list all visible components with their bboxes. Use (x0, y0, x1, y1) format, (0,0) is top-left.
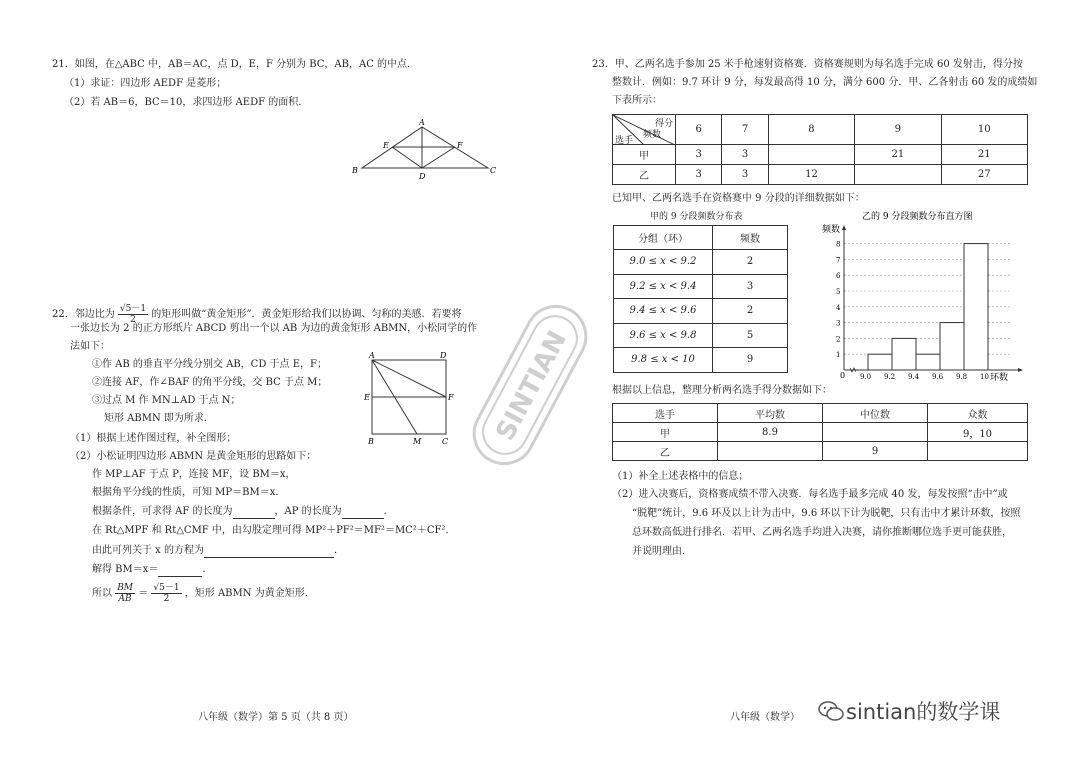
table-row: 9.4 ≤ x < 9.6 2 (614, 299, 788, 324)
q22-step3: ③过点 M 作 MN⊥AD 于点 N； (92, 395, 241, 406)
q23-part2-line1: （2）进入决赛后，资格赛成绩不带入决赛．每名选手最多完成 40 发，每发按照“击中”或 (612, 489, 1008, 500)
histogram-bar (964, 244, 988, 370)
sintian-watermark (425, 285, 635, 485)
label-M: M (413, 437, 422, 446)
table-header: 9 (855, 115, 941, 145)
q23-part2-line4: 并说明理由． (632, 546, 692, 557)
label-B: B (352, 166, 358, 175)
table-row: 甲 8.9 9，10 (613, 423, 1028, 442)
q23-part2-line2: “脱靶”统计，9.6 环及以上计为击中，9.6 环以下计为脱靶，只有击中才累计环数，按照 (632, 508, 1021, 519)
q21-part1: （1）求证：四边形 AEDF 是菱形； (64, 78, 227, 89)
q22-proof-line3: 根据条件，可求得 AF 的长度为 ，AP 的长度为 ． (92, 506, 394, 517)
answer-cell[interactable] (768, 145, 854, 165)
answer-cell[interactable] (855, 165, 941, 185)
origin-label: 0 (840, 371, 846, 380)
answer-cell[interactable] (823, 423, 928, 442)
label-E: E (364, 393, 370, 402)
table-row: 9.0 ≤ x < 9.2 2 (614, 250, 788, 275)
table2-title: 甲的 9 分段频数分布表 (650, 212, 743, 222)
q21-stem: 21．如图，在△ABC 中，AB＝AC，点 D，E，F 分别为 BC，AB，AC 的中点． (52, 59, 418, 70)
footer-page-number: 八年级（数学）第 5 页（共 8 页） (198, 712, 354, 723)
table-header: 8 (768, 115, 854, 145)
q22-proof-line2: 根据角平分线的性质，可知 MP＝BM＝x． (92, 487, 286, 498)
label-E: E (383, 141, 389, 150)
table-row: 甲 3 3 21 21 (613, 145, 1028, 165)
x-tick-label: 9.0 (860, 373, 872, 381)
answer-cell[interactable] (718, 442, 823, 461)
table-row: 9.6 ≤ x < 9.8 5 (614, 323, 788, 348)
label-F: F (457, 141, 463, 150)
q22-proof-line4: 在 Rt△MPF 和 Rt△CMF 中，由勾股定理可得 MP²＋PF²＝MF²＝MC²＋CF²． (92, 525, 456, 536)
wechat-tag: sintian的数学课 (818, 696, 1000, 726)
q23-intro3: 根据以上信息，整理分析两名选手得分数据如下： (612, 385, 832, 396)
score-frequency-table (612, 114, 1028, 185)
q22-step1: ①作 AB 的垂直平分线分别交 AB，CD 于点 E，F； (92, 359, 327, 370)
y-tick-label: 8 (836, 240, 841, 249)
table-header: 7 (722, 115, 768, 145)
q22-proof-line6: 解得 BM＝x＝ ． (92, 564, 213, 575)
label-F: F (448, 393, 454, 402)
answer-blank-AP[interactable] (342, 518, 384, 519)
footer-page-number-right: 八年级（数学） (730, 712, 800, 723)
x-tick-label: 10 (980, 373, 989, 381)
x-axis-arrow (1018, 368, 1023, 372)
y-axis-arrow (842, 225, 846, 230)
answer-blank-equation[interactable] (204, 557, 334, 558)
q22-proof-line5: 由此可列关于 x 的方程为 ． (92, 545, 344, 556)
label-B: B (368, 437, 374, 446)
q22-proof-line7: 所以 $\frac{BM}{AB}$ ＝ $\frac{√5-1}{2}$ ，矩形 ABMN 为黄金矩形． (92, 583, 315, 604)
table-header: 6 (676, 115, 722, 145)
y-tick-label: 1 (836, 351, 841, 360)
q22-part1: （1）根据上述作图过程，补全图形； (70, 433, 237, 444)
y-tick-label: 6 (836, 272, 841, 281)
y-tick-label: 5 (836, 288, 841, 296)
q22-stem-line3: 法如下： (70, 341, 110, 352)
x-tick-label: 9.6 (932, 373, 944, 381)
q22-proof-line1: 作 MP⊥AF 于点 P，连接 MF，设 BM＝x， (92, 469, 296, 480)
q22-step4: 矩形 ABMN 即为所求． (104, 413, 214, 424)
y-tick-label: 3 (836, 319, 841, 328)
label-D: D (419, 172, 426, 180)
answer-blank-AF[interactable] (233, 518, 275, 519)
q23-stem-line3: 下表所示： (612, 95, 662, 106)
table-row: 9.8 ≤ x < 10 9 (614, 348, 788, 373)
wechat-icon (818, 700, 844, 722)
yi-histogram (820, 206, 1030, 384)
table-row: 乙 3 3 12 27 (613, 165, 1028, 185)
q21-triangle-figure (350, 118, 500, 180)
svg-text:SINTIAN: SINTIAN (490, 326, 574, 446)
histogram-bar (868, 354, 892, 370)
answer-cell[interactable] (928, 442, 1028, 461)
answer-blank-BM[interactable] (158, 576, 202, 577)
chart-title: 乙的 9 分段频数分布直方图 (862, 212, 973, 222)
table-header: 10 (941, 115, 1027, 145)
x-axis-label: 环数 (990, 373, 1009, 383)
label-C: C (442, 437, 449, 446)
q22-part2: （2）小松证明四边形 ABMN 是黄金矩形的思路如下： (70, 451, 317, 462)
table-corner-cell: 得分 频数 选手 (613, 115, 676, 145)
table-row: 乙 9 (613, 442, 1028, 461)
x-tick-label: 9.2 (884, 373, 896, 381)
jia-frequency-table: 分组（环） 频数 9.0 ≤ x < 9.2 2 9.2 ≤ x < 9.4 3 9.4 ≤ x < 9.6 2 9.6 ≤ x < 9.8 5 9.8 ≤ x < 10 9 (613, 225, 788, 373)
label-C: C (490, 166, 497, 175)
y-tick-label: 2 (836, 335, 841, 344)
x-tick-label: 9.8 (956, 373, 968, 381)
y-tick-label: 4 (836, 303, 841, 312)
y-tick-label: 7 (836, 256, 841, 265)
summary-statistics-table: 选手 平均数 中位数 众数 甲 8.9 9，10 乙 9 (612, 403, 1028, 461)
q23-stem-line1: 23．甲、乙两名选手参加 25 米手枪速射资格赛．资格赛规则为每名选手完成 60 发射击，得分按 (592, 59, 1023, 70)
axis-break-mark (850, 368, 856, 372)
x-tick-label: 9.4 (908, 373, 920, 381)
q22-step2: ②连接 AF，作∠BAF 的角平分线，交 BC 于点 M； (92, 377, 328, 388)
label-A: A (369, 352, 375, 360)
q23-intro2: 已知甲、乙两名选手在资格赛中 9 分段的详细数据如下： (612, 193, 865, 204)
histogram-bar (940, 323, 964, 370)
q22-stem-line1: 22．邻边比为 $\frac{√5-1}{2}$ 的矩形叫做“黄金矩形”．黄金矩形给我们以协调、匀称的美感．若要将 (52, 304, 462, 325)
histogram-bar (892, 338, 916, 370)
y-axis-label: 频数 (822, 225, 841, 235)
label-D: D (440, 352, 447, 360)
label-A: A (419, 118, 425, 127)
histogram-bar (916, 354, 940, 370)
q23-part2-line3: 总环数高低进行排名．若甲、乙两名选手均进入决赛，请你推断哪位选手更可能获胜， (632, 527, 1012, 538)
q23-stem-line2: 整数计．例如：9.7 环计 9 分，每发最高得 10 分，满分 600 分．甲、乙各射击 60 发的成绩如 (612, 77, 1038, 88)
q21-part2: （2）若 AB＝6，BC＝10，求四边形 AEDF 的面积． (64, 97, 309, 108)
table-row: 9.2 ≤ x < 9.4 3 (614, 274, 788, 299)
q22-stem-line2: 一张边长为 2 的正方形纸片 ABCD 剪出一个以 AB 为边的黄金矩形 ABMN，小松同学的作 (70, 323, 478, 334)
q23-part1: （1）补全上述表格中的信息； (612, 471, 749, 482)
